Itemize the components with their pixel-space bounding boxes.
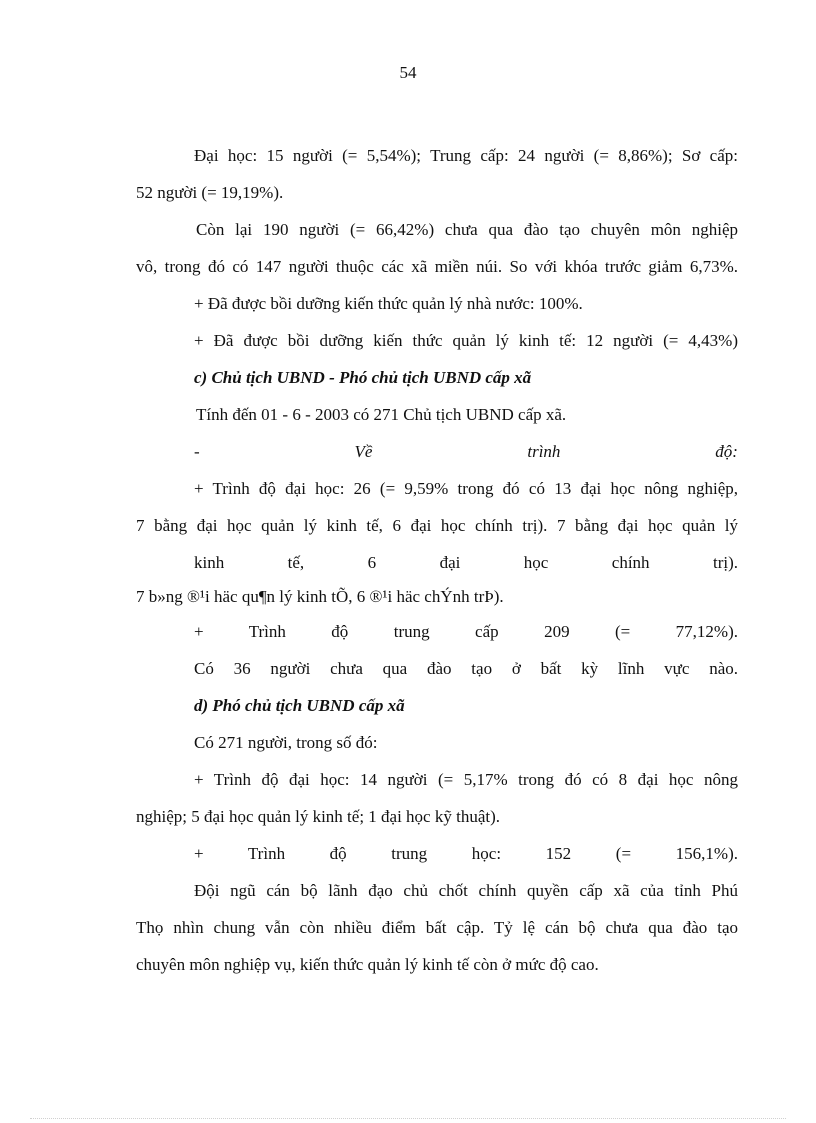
word: Về bbox=[354, 442, 373, 461]
section-heading: d) Phó chủ tịch UBND cấp xã bbox=[194, 696, 405, 715]
word: độ: bbox=[715, 442, 738, 461]
text-line bbox=[136, 433, 738, 470]
garbled-text-line: 7 b»ng ®¹i häc qu¶n lý kinh tÕ, 6 ®¹i häc chÝnh trÞ). bbox=[136, 587, 504, 606]
text-line: kinh tế, 6 đại học chính trị). bbox=[194, 553, 738, 572]
word: trình bbox=[527, 442, 561, 461]
text-line: 7 bằng đại học quản lý kinh tế, 6 đại học chính trị). 7 bằng đại học quản lý bbox=[136, 516, 738, 535]
text-line: vô, trong đó có 147 người thuộc các xã miền núi. So với khóa trước giảm 6,73%. bbox=[136, 257, 738, 276]
text-line: Tính đến 01 - 6 - 2003 có 271 Chủ tịch UBND cấp xã. bbox=[196, 405, 567, 424]
text-line: Đại học: 15 người (= 5,54%); Trung cấp: 24 người (= 8,86%); Sơ cấp: bbox=[194, 146, 738, 165]
text-line: + Trình độ trung cấp 209 (= 77,12%). bbox=[194, 622, 738, 641]
page-bottom-divider bbox=[30, 1118, 786, 1119]
text-line: + Đã được bồi dưỡng kiến thức quản lý nhà nước: 100%. bbox=[194, 294, 583, 313]
text-line: Đội ngũ cán bộ lãnh đạo chủ chốt chính quyền cấp xã của tỉnh Phú bbox=[194, 881, 738, 900]
section-heading: c) Chủ tịch UBND - Phó chủ tịch UBND cấp xã bbox=[194, 368, 532, 387]
document-body bbox=[136, 137, 738, 983]
text-line: nghiệp; 5 đại học quản lý kinh tế; 1 đại học kỹ thuật). bbox=[136, 807, 501, 826]
text-line: + Trình độ đại học: 26 (= 9,59% trong đó có 13 đại học nông nghiệp, bbox=[194, 479, 738, 498]
text-line: Thọ nhìn chung vẫn còn nhiều điểm bất cập. Tỷ lệ cán bộ chưa qua đào tạo bbox=[136, 918, 738, 937]
text-line: Có 271 người, trong số đó: bbox=[194, 733, 378, 752]
dash: - bbox=[194, 442, 200, 461]
text-line: + Trình độ trung học: 152 (= 156,1%). bbox=[194, 844, 738, 863]
text-line: + Trình độ đại học: 14 người (= 5,17% trong đó có 8 đại học nông bbox=[194, 770, 738, 789]
text-line: chuyên môn nghiệp vụ, kiến thức quản lý kinh tế còn ở mức độ cao. bbox=[136, 955, 599, 974]
text-line: + Đã được bồi dưỡng kiến thức quản lý kinh tế: 12 người (= 4,43%) bbox=[194, 331, 738, 350]
text-line: 52 người (= 19,19%). bbox=[136, 183, 284, 202]
text-line: Có 36 người chưa qua đào tạo ở bất kỳ lĩnh vực nào. bbox=[194, 659, 738, 678]
page-number: 54 bbox=[399, 63, 417, 82]
text-line: Còn lại 190 người (= 66,42%) chưa qua đào tạo chuyên môn nghiệp bbox=[196, 220, 738, 239]
